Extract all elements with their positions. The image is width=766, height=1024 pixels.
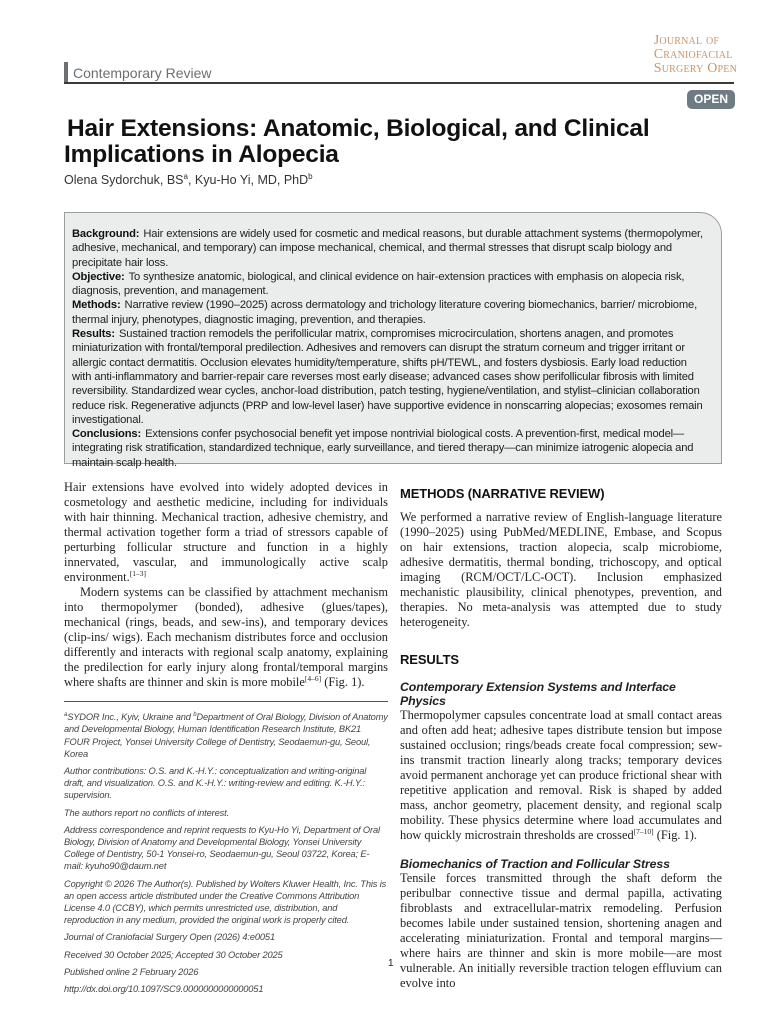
subsection-heading: Contemporary Extension Systems and Interface Physics bbox=[400, 680, 676, 708]
abstract-label: Background: bbox=[72, 228, 140, 240]
abstract-text: Hair extensions are widely used for cosmetic and medical reasons, but durable attachment systems (thermopolymer, adhesive, mechanical, and temporary) can impose mechanical, chemical, and thermal stresses that disrupt scalp biology and precipitate hair loss. bbox=[72, 228, 703, 269]
title-line-1: Hair Extensions: Anatomic, Biological, and Clinical bbox=[67, 115, 650, 142]
conflicts-statement: The authors report no conflicts of interest. bbox=[64, 807, 229, 818]
abstract-text: Extensions confer psychosocial benefit yet impose nontrivial biological costs. A prevention-first, medical model—integrating risk stratification, standardized technique, early surveillance, and tiered therapy—can minimize iatrogenic alopecia and maintain scalp health. bbox=[72, 428, 694, 469]
journal-logo-line-1: Journal of bbox=[653, 33, 720, 48]
methods-heading: METHODS (NARRATIVE REVIEW) bbox=[400, 486, 605, 501]
published-date: Published online 2 February 2026 bbox=[64, 966, 199, 977]
affiliation-marker: b bbox=[308, 172, 313, 181]
intro-paragraph-2 bbox=[64, 585, 388, 690]
abstract-label: Conclusions: bbox=[72, 428, 142, 441]
title-line-2: Implications in Alopecia bbox=[64, 141, 339, 168]
citation-link[interactable]: [7–10] bbox=[633, 826, 654, 836]
abstract-results bbox=[65, 327, 711, 427]
abstract-text: Narrative review (1990–2025) across dermatology and trichology literature covering biomechanics, barrier/ microbiome, thermal injury, phenotypes, diagnostic imaging, prevention, and therapies. bbox=[72, 299, 698, 326]
figure-reference[interactable]: (Fig. 1). bbox=[321, 675, 365, 689]
results-paragraph-1 bbox=[400, 708, 722, 843]
doi-link[interactable]: http://dx.doi.org/10.1097/SC9.0000000000000051 bbox=[64, 983, 264, 994]
author-name: Olena Sydorchuk, BS bbox=[64, 173, 184, 188]
article-type-label: Contemporary Review bbox=[64, 62, 212, 84]
abstract-methods bbox=[65, 298, 711, 327]
copyright-notice: Copyright © 2026 The Author(s). Published by Wolters Kluwer Health, Inc. This is an open access article distributed under the Creative Commons Attribution License 4.0 (CCBY), which permits unrestricted use, distribution, and reproduction in any medium, provided the original work is properly cited. bbox=[64, 878, 387, 926]
footnotes bbox=[64, 701, 388, 1000]
abstract-objective bbox=[65, 270, 711, 299]
affiliation-text: SYDOR Inc., Kyiv, Ukraine and bbox=[67, 712, 194, 723]
intro-paragraph-1 bbox=[64, 480, 388, 585]
affiliations bbox=[64, 709, 388, 760]
abstract-label: Results: bbox=[72, 328, 115, 341]
figure-reference[interactable]: (Fig. 1). bbox=[653, 828, 698, 842]
journal-citation: Journal of Craniofacial Surgery Open (2026) 4:e0051 bbox=[64, 932, 275, 943]
received-dates: Received 30 October 2025; Accepted 30 October 2025 bbox=[64, 949, 283, 960]
author-name: Kyu-Ho Yi, MD, PhD bbox=[194, 173, 309, 188]
abstract-box bbox=[64, 212, 722, 469]
paragraph-text: Thermopolymer capsules concentrate load at small contact areas and often add heat; adhesive tapes distribute tension but impose sustained occlusion; rings/beads create focal compression; sew-ins transmit traction linearly along tracks; temporary devices avoid permanent anchorage yet can produce frictional shear with repetitive application and removal. Risk is shaped by added mass, anchor geometry, placement density, and regional scalp mobility. These physics determine where load accumulates and how quickly microstrain thresholds are crossed bbox=[400, 708, 722, 842]
article-title bbox=[64, 116, 744, 168]
results-heading: RESULTS bbox=[400, 652, 460, 667]
header-divider bbox=[64, 82, 734, 84]
open-access-badge: OPEN bbox=[687, 90, 735, 109]
subsection-heading: Biomechanics of Traction and Follicular Stress bbox=[400, 857, 670, 871]
left-column bbox=[64, 480, 388, 690]
affiliation-marker: a bbox=[64, 712, 68, 718]
author-contributions: Author contributions: O.S. and K.-H.Y.: conceptualization and writing-original draft, and visualization. O.S. and K.-H.Y.: writing-review and editing. K.-H.Y.: supervision. bbox=[64, 765, 367, 801]
journal-logo-line-2: Craniofacial bbox=[653, 47, 733, 62]
abstract-label: Methods: bbox=[72, 299, 121, 312]
right-column bbox=[400, 486, 722, 991]
affiliation-text: Department of Oral Biology, Division of Anatomy and Developmental Biology, Human Identification Research Institute, BK21 FOUR Project, Yonsei University College of Dentistry, Seodaemun-gu, Seoul, Korea bbox=[64, 712, 388, 759]
correspondence-address: Address correspondence and reprint requests to Kyu-Ho Yi, Department of Oral Biology, Division of Anatomy and Developmental Biology, Yonsei University College of Dentistry, 50-1 Yonsei-ro, Seodaemun-gu, Seoul 03722, Korea; E-mail: kyuho90@daum.net bbox=[64, 824, 380, 872]
abstract-label: Objective: bbox=[72, 270, 125, 283]
paragraph-text: Modern systems can be classified by attachment mechanism into thermopolymer (bonded), adhesive (glues/tapes), mechanical (rings, beads, and sew-ins), and temporary devices (clip-ins/ wigs). Each mechanism distributes force and occlusion differently and interacts with regional scalp anatomy, explaining the predilection for early injury along frontal/temporal margins where shafts are thinner and skin is more mobile bbox=[64, 585, 388, 689]
author-list: Olena Sydorchuk, $BS^a$, Kyu-Ho Yi, MD, PhD$^b$ bbox=[64, 172, 313, 188]
journal-logo bbox=[654, 34, 737, 76]
abstract-background bbox=[65, 227, 711, 270]
affiliation-marker: a bbox=[183, 172, 188, 181]
citation-link[interactable]: [1–3] bbox=[129, 568, 146, 578]
paragraph-text: Hair extensions have evolved into widely adopted devices in cosmetology and aesthetic medicine, including for individuals with hair thinning. Mechanical traction, adhesive chemistry, and thermal activation together form a triad of stressors capable of perturbing follicular structure and function in a highly innervated, vascular, and immunologically active scalp environment. bbox=[64, 480, 388, 584]
citation-link[interactable]: [4–6] bbox=[304, 673, 322, 683]
abstract-conclusions bbox=[65, 427, 711, 470]
journal-logo-line-3: Surgery Open bbox=[653, 61, 737, 76]
page-number: 1 bbox=[388, 958, 394, 969]
abstract-text: To synthesize anatomic, biological, and clinical evidence on hair-extension practices with emphasis on alopecia risk, diagnosis, prevention, and management. bbox=[72, 270, 685, 298]
results-paragraph-2: Tensile forces transmitted through the shaft deform the peribulbar connective tissue and dermal papilla, activating fibroblasts and extracellular-matrix remodeling. Perfusion becomes labile under sustained tension, shortening anagen and accelerating miniaturization. Frontal and temporal margins—where hairs are thinner and skin is more mobile—are most vulnerable. An initially reversible traction telogen effluvium can evolve into bbox=[400, 871, 722, 990]
abstract-text: Sustained traction remodels the perifollicular matrix, compromises microcirculation, shortens anagen, and promotes miniaturization with frontal/temporal predilection. Adhesives and removers can disrupt the stratum corneum and trigger irritant or allergic contact dermatitis. Occlusion elevates humidity/temperature, shifts pH/TEWL, and fosters dysbiosis. Early load reduction with anti-inflammatory and barrier-repair care reverses most early disease; advanced cases show perifollicular fibrosis with limited reversibility. Standardized wear cycles, anchor-load distribution, patch testing, hygiene/ventilation, and stylist–clinician collaboration reduce risk. Regenerative adjuncts (PRP and low-level laser) have supportive evidence in nonscarring alopecias; exosomes remain investigational. bbox=[72, 328, 703, 426]
methods-paragraph: We performed a narrative review of English-language literature (1990–2025) using PubMed/MEDLINE, Embase, and Scopus on hair extensions, traction alopecia, scalp microbiome, adhesive dermatitis, thermal bonding, trichoscopy, and optical imaging (RCM/OCT/LC-OCT). Inclusion emphasized mechanistic plausibility, clinical phenotypes, prevention, and therapies. No meta-analysis was attempted due to study heterogeneity. bbox=[400, 510, 722, 629]
affiliation-marker: b bbox=[193, 712, 197, 718]
